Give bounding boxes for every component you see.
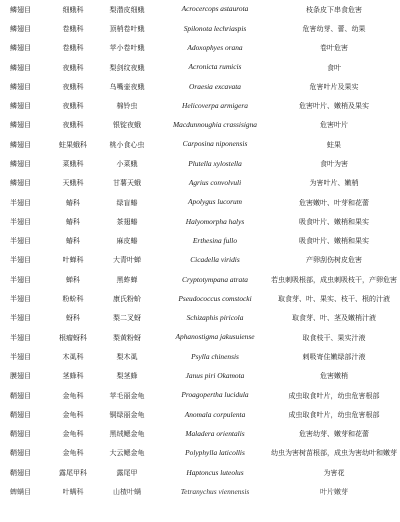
cell-scientific-name: Oraesia excavata (189, 81, 241, 91)
cell-common-name: 露尾甲 (116, 468, 138, 477)
cell-order: 半翅目 (10, 295, 31, 304)
cell-scientific-name: Tetranychus viennensis (180, 486, 250, 496)
cell-family: 茎蜂科 (62, 372, 84, 381)
cell-scientific-name: Aphanostigma jakusuiense (175, 332, 255, 342)
table-row (0, 386, 400, 405)
cell-scientific-name: Psylla chinensis (191, 351, 239, 361)
cell-order: 膜翅目 (10, 372, 31, 381)
cell-order: 半翅目 (10, 256, 31, 265)
cell-damage: 枝条皮下串食危害 (306, 5, 362, 14)
cell-order: 蜱螨目 (10, 488, 31, 497)
cell-common-name: 山楂叶螨 (113, 488, 141, 497)
cell-family: 夜蛾科 (62, 63, 84, 72)
cell-common-name: 大云鳃金龟 (109, 449, 145, 458)
cell-family: 蝉科 (66, 275, 80, 284)
cell-damage: 卷叶危害 (320, 44, 348, 53)
cell-damage: 刺吸寄住嫩绿部汁液 (302, 352, 366, 361)
table-row (0, 212, 400, 231)
cell-damage: 危害幼芽、蕾、幼果 (302, 24, 366, 33)
cell-order: 半翅目 (10, 352, 31, 361)
table-row (0, 174, 400, 193)
cell-common-name: 康氏粉蚧 (113, 295, 141, 304)
cell-scientific-name: Acronicta rumicis (188, 62, 242, 72)
cell-order: 鞘翅目 (10, 449, 31, 458)
cell-order: 鳞翅目 (10, 82, 31, 91)
cell-damage: 吸食叶片、嫩梢和果实 (299, 217, 369, 226)
cell-order: 鳞翅目 (10, 160, 31, 168)
cell-common-name: 梨木虱 (116, 352, 138, 361)
cell-family: 粉蚧科 (62, 295, 84, 304)
table-row (0, 135, 400, 154)
cell-damage: 取食枝干、果实汁液 (302, 333, 366, 342)
cell-family: 金龟科 (62, 449, 84, 458)
cell-scientific-name: Plutella xylostella (188, 158, 242, 168)
cell-family: 蛀果蛾科 (59, 140, 87, 149)
cell-scientific-name: Haptoncus luteolus (186, 467, 244, 477)
table-row (0, 19, 400, 38)
cell-common-name: 黑绒鳃金龟 (109, 430, 145, 439)
cell-damage: 幼虫为害树苗根部，成虫为害幼叶和嫩芽 (271, 449, 397, 458)
cell-family: 蝽科 (66, 198, 80, 207)
cell-common-name: 麻皮蝽 (116, 237, 138, 246)
cell-order: 半翅目 (10, 275, 31, 284)
cell-scientific-name: Carposina niponensis (182, 139, 248, 149)
table-row (0, 58, 400, 77)
cell-damage: 危害叶片 (320, 121, 348, 130)
cell-order: 半翅目 (10, 217, 31, 226)
cell-damage: 蛀果 (327, 140, 341, 149)
table-row (0, 347, 400, 366)
table-row (0, 309, 400, 328)
cell-scientific-name: Janus piri Okamota (185, 371, 245, 381)
cell-common-name: 茶翅蝽 (116, 217, 138, 226)
cell-damage: 危害叶片、嫩梢及果实 (299, 102, 369, 111)
table-row (0, 328, 400, 347)
cell-order: 鳞翅目 (10, 179, 31, 188)
cell-scientific-name: Acrocercops astaurota (181, 4, 249, 14)
cell-common-name: 梨黄粉蚜 (113, 333, 141, 342)
cell-family: 夜蛾科 (62, 121, 84, 130)
cell-scientific-name: Polyphylla laticollis (185, 448, 245, 458)
cell-damage: 食叶 (327, 63, 341, 72)
cell-order: 半翅目 (10, 333, 31, 342)
cell-common-name: 苹毛丽金龟 (109, 391, 145, 400)
cell-common-name: 顶梢卷叶蛾 (109, 24, 145, 33)
cell-damage: 危害幼芽、嫩芽和花蕾 (299, 430, 369, 439)
cell-family: 蚜科 (66, 314, 80, 323)
cell-damage: 若虫刺吸根部，成虫刺吸枝干，产卵危害 (271, 275, 397, 284)
table-row (0, 77, 400, 96)
cell-scientific-name: Pseudococcus comstocki (178, 293, 252, 303)
cell-family: 蝽科 (66, 217, 80, 226)
cell-scientific-name: Proagopertha lucidula (181, 390, 249, 400)
cell-scientific-name: Adoxophyes orana (187, 42, 243, 52)
cell-scientific-name: Apolygus lucorum (188, 197, 242, 207)
cell-order: 半翅目 (10, 314, 31, 323)
cell-common-name: 乌嘴壶夜蛾 (109, 82, 145, 91)
cell-common-name: 黑蚱蝉 (116, 275, 138, 284)
cell-damage: 吸食叶片、嫩梢和果实 (299, 237, 369, 246)
cell-order: 鳞翅目 (10, 24, 31, 33)
cell-family: 夜蛾科 (62, 82, 84, 91)
cell-order: 鳞翅目 (10, 121, 31, 130)
cell-family: 叶螨科 (62, 488, 84, 497)
table-row (0, 367, 400, 386)
cell-order: 鞘翅目 (10, 391, 31, 400)
table-row (0, 270, 400, 289)
cell-common-name: 桃小食心虫 (109, 140, 145, 149)
cell-scientific-name: Schizaphis piricola (186, 313, 244, 323)
table-row (0, 482, 400, 501)
cell-scientific-name: Halyomorpha halys (185, 216, 245, 226)
cell-common-name: 大青叶蝉 (113, 256, 141, 265)
cell-common-name: 棉铃虫 (116, 102, 138, 111)
cell-family: 金龟科 (62, 410, 84, 419)
cell-order: 鳞翅目 (10, 63, 31, 72)
cell-order: 鞘翅目 (10, 468, 31, 477)
cell-order: 半翅目 (10, 198, 31, 207)
cell-order: 鳞翅目 (10, 44, 31, 53)
cell-common-name: 梨潜皮细蛾 (109, 5, 145, 14)
cell-family: 根瘤蚜科 (59, 333, 87, 342)
table-row (0, 193, 400, 212)
cell-family: 露尾甲科 (59, 468, 87, 477)
cell-common-name: 梨茎蜂 (116, 372, 138, 381)
cell-damage: 危害嫩叶、叶芽和花蕾 (299, 198, 369, 207)
cell-common-name: 铜绿丽金龟 (109, 410, 145, 419)
table-row (0, 251, 400, 270)
cell-family: 金龟科 (62, 391, 84, 400)
cell-scientific-name: Cicadella viridis (190, 255, 240, 265)
cell-damage: 为害花 (323, 468, 345, 477)
cell-common-name: 银锭夜蛾 (113, 121, 141, 130)
table-row (0, 444, 400, 463)
table-row (0, 289, 400, 308)
cell-damage: 叶片嫩芽 (320, 488, 348, 497)
cell-damage: 食叶为害 (320, 160, 348, 168)
cell-damage: 危害叶片及果实 (309, 82, 359, 91)
cell-common-name: 梨剑纹夜蛾 (109, 63, 145, 72)
cell-damage: 取食芽、叶、果实、枝干、根的汁液 (278, 295, 390, 304)
cell-scientific-name: Anomala corpulenta (184, 409, 246, 419)
cell-damage: 取食芽、叶、茎及嫩梢汁液 (292, 314, 376, 323)
cell-common-name: 小菜蛾 (116, 160, 138, 168)
cell-order: 鳞翅目 (10, 140, 31, 149)
table-row (0, 405, 400, 424)
cell-scientific-name: Agrius convolvuli (188, 178, 242, 188)
cell-family: 叶蝉科 (62, 256, 84, 265)
cell-order: 半翅目 (10, 237, 31, 246)
cell-family: 蝽科 (66, 237, 80, 246)
cell-damage: 成虫取食叶片，幼虫危害根部 (288, 391, 380, 400)
table-row (0, 154, 400, 173)
cell-family: 卷蛾科 (62, 24, 84, 33)
cell-order: 鳞翅目 (10, 5, 31, 14)
cell-damage: 成虫取食叶片，幼虫危害根部 (288, 410, 380, 419)
cell-family: 金龟科 (62, 430, 84, 439)
cell-family: 夜蛾科 (62, 102, 84, 111)
cell-order: 鳞翅目 (10, 102, 31, 111)
cell-family: 卷蛾科 (62, 44, 84, 53)
cell-order: 鞘翅目 (10, 410, 31, 419)
cell-scientific-name: Macdunnoughia crassisigna (173, 120, 257, 130)
cell-damage: 产卵刮伤树皮危害 (306, 256, 362, 265)
table-row (0, 463, 400, 482)
table-row (0, 39, 400, 58)
cell-family: 菜蛾科 (62, 160, 84, 168)
cell-family: 细蛾科 (62, 5, 84, 14)
table-row (0, 425, 400, 444)
cell-scientific-name: Helicoverpa armigera (182, 100, 248, 110)
table-row (0, 232, 400, 251)
cell-common-name: 梨二叉蚜 (113, 314, 141, 323)
cell-common-name: 绿盲蝽 (116, 198, 138, 207)
cell-scientific-name: Spilonota lechriaspis (183, 23, 247, 33)
table-row (0, 96, 400, 115)
cell-damage: 危害嫩梢 (320, 372, 348, 381)
cell-scientific-name: Erthesina fullo (192, 235, 238, 245)
table-row (0, 0, 400, 19)
table-row (0, 116, 400, 135)
cell-common-name: 苹小卷叶蛾 (109, 44, 145, 53)
cell-family: 天蛾科 (62, 179, 84, 188)
cell-damage: 为害叶片、嫩梢 (309, 179, 359, 188)
cell-family: 木虱科 (62, 352, 84, 361)
cell-scientific-name: Maladera orientalis (185, 428, 245, 438)
cell-common-name: 甘薯天蛾 (113, 179, 141, 188)
cell-order: 鞘翅目 (10, 430, 31, 439)
cell-scientific-name: Cryptotympana atrata (182, 274, 248, 284)
